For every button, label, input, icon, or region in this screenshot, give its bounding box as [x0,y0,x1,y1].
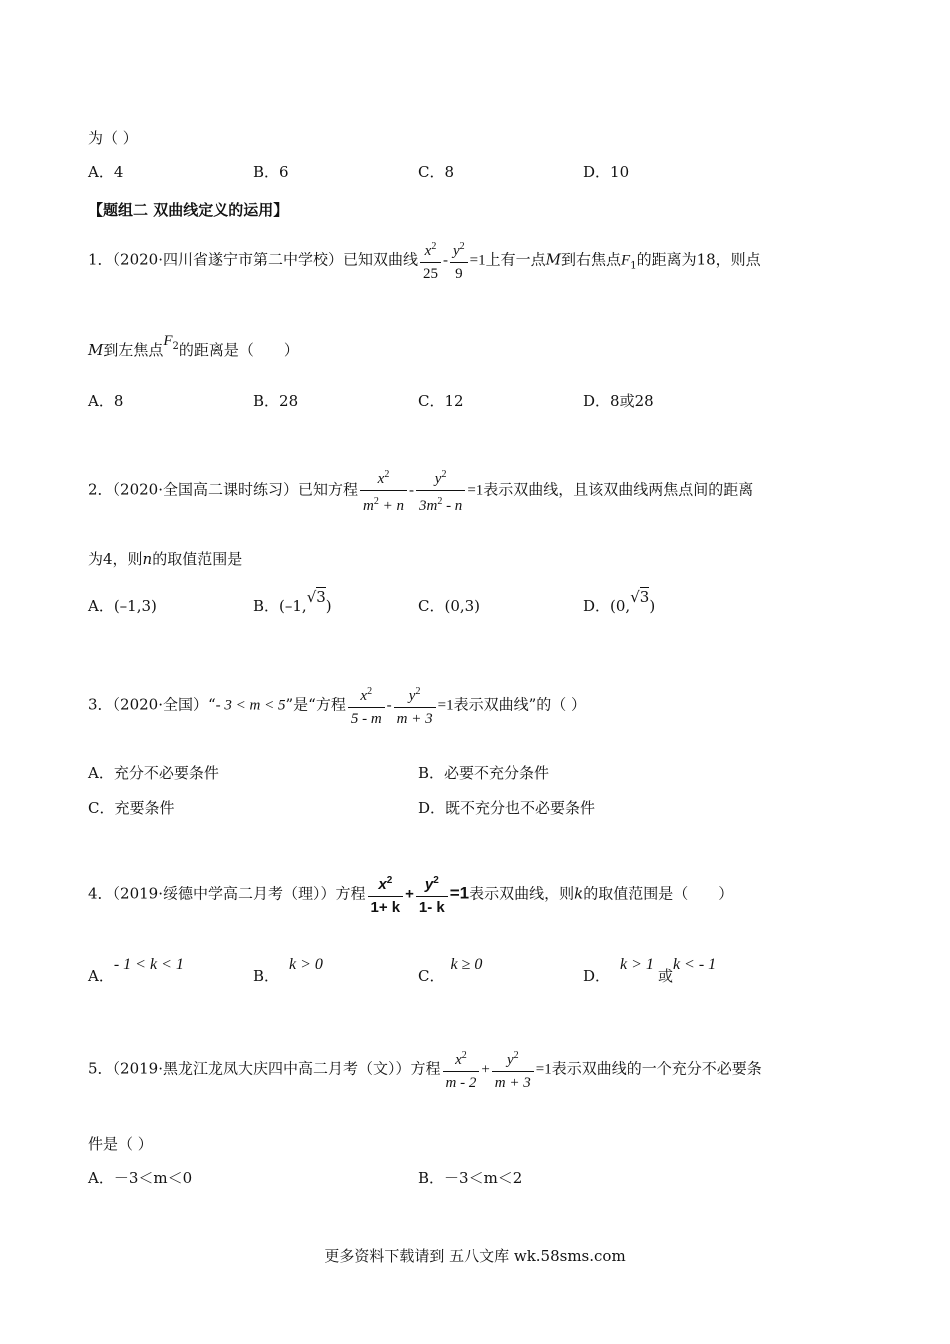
question-3 [88,681,586,730]
q5-fraction-2: $\frac{y^2}{m + 3}$ [492,1045,534,1094]
q4-optd-label: D． [583,967,611,985]
q3-condition: - 3 < m < 5 [215,697,286,714]
q1-suffix-c: 的距离为18，则点 [636,250,761,269]
q1-option-c: C．12 [418,392,464,410]
q5-x: x [455,1052,462,1068]
option-a: A．4 [88,163,124,181]
q1-f1: F [621,252,631,269]
q4-option-d [583,956,717,987]
q4-option-c [418,956,483,987]
q3-fraction-2: $\frac{y^2}{m + 3}$ [394,681,436,730]
q1-prefix: 1．（2020·四川省遂宁市第二中学校）已知双曲线 [88,250,418,269]
q4-rhs: =1 [449,883,470,903]
q2-optd-post: ) [649,597,656,615]
q2-line2-a: 为4，则 [88,550,143,568]
q4-plus: + [405,885,414,903]
q2-option-b [253,588,332,616]
q4-opta-math: - 1 < k < 1 [113,956,184,973]
q4-optd-math2: k < - 1 [672,956,717,973]
q2-suffix: 表示双曲线，且该双曲线两焦点间的距离 [483,480,754,499]
q2-line2-b: 的取值范围是 [152,550,243,568]
option-d: D．10 [583,163,630,181]
q4-optb-math: k > 0 [289,956,323,973]
q2-option-d [583,588,656,616]
q5-plus: + [481,1061,490,1078]
q3-rhs: =1 [437,697,454,714]
q4-option-b [253,956,323,987]
q1-f2: F [163,333,173,349]
option-c: C．8 [418,163,455,181]
q4-option-a [88,956,184,987]
q3-prefix: 3．（2020·全国）“ [88,695,216,714]
q5-fraction-1: $\frac{x^2}{m - 2}$ [443,1045,480,1094]
q1-option-a: A．8 [88,392,124,410]
q2-fraction-1: $\frac{x^2}{m^2 + n}$ [360,464,407,517]
q2-fraction-2: $\frac{y^2}{3m^2 - n}$ [416,464,465,517]
q1-minus: - [443,252,448,269]
q4-suffix-b: 的取值范围是（ ） [583,884,734,903]
q5-prefix: 5．（2019·黑龙江龙凤大庆四中高二月考（文））方程 [88,1059,441,1078]
q2-x: x [377,471,385,487]
q1-fraction-x: $\frac{x^2}{25}$ [420,236,441,285]
q4-optc-label: C． [418,967,445,985]
q1-suffix-a: 上有一点 [485,250,546,269]
question-2-line2 [88,549,242,569]
q3-option-d: D．既不充分也不必要条件 [418,799,596,817]
q3-x: x [360,688,368,704]
q1-den-9: 9 [455,266,463,282]
q1-option-d: D．8或28 [583,392,654,410]
q2-optb-pre: B．(–1, [253,597,307,615]
q4-prefix: 4．（2019·绥德中学高二月考（理））方程 [88,884,366,903]
q4-y: y [424,876,434,893]
q3-y: y [408,688,416,704]
q2-optb-root: 3 [316,588,326,606]
q2-optb-post: ) [325,597,332,615]
q5-den2: m + 3 [494,1075,531,1091]
q4-den1: 1+ k [370,899,401,916]
q3-minus: - [386,697,392,714]
q3-den1: 5 - m [350,711,382,727]
q1-x: x [424,243,432,259]
question-5-line2: 件是（ ） [88,1135,153,1153]
q1-f1-sub: 1 [630,260,637,272]
q3-option-a: A．充分不必要条件 [88,764,219,782]
q3-suffix: 表示双曲线”的（ ） [453,695,587,714]
q2-var-n: n [142,550,153,568]
q3-option-c: C．充要条件 [88,799,175,817]
q5-option-a: A．－3＜m＜0 [88,1169,193,1187]
q3-fraction-1: $\frac{x^2}{5 - m}$ [348,681,385,730]
question-5 [88,1045,762,1094]
q3-den2: m + 3 [396,711,433,727]
question-4 [88,870,733,919]
q2-optd-root: 3 [639,588,650,606]
q5-den1: m - 2 [445,1075,477,1091]
q2-den2-tail: - n [442,498,463,514]
q4-optc-math: k ≥ 0 [450,956,483,973]
q5-y: y [506,1052,514,1068]
q1-rhs: =1 [469,252,486,269]
question-1-line2 [88,333,299,367]
q2-option-a: A．(–1,3) [88,597,157,615]
section-title: 【题组二 双曲线定义的运用】 [88,201,289,219]
q4-optd-math1: k > 1 [620,956,654,973]
question-1 [88,236,761,285]
q4-optb-label: B． [253,967,280,985]
q2-den1-m: m [363,498,374,514]
q1-line2-m: M [88,341,104,359]
q4-suffix-a: 表示双曲线，则 [469,884,575,903]
q1-suffix-b: 到右焦点 [561,250,622,269]
q5-rhs: =1 [535,1061,552,1078]
sqrt-icon: √ [630,588,640,606]
question-stem-tail: 为（ ） [88,129,138,147]
q3-option-b: B．必要不充分条件 [418,764,550,782]
q4-var-k: k [574,884,584,903]
q4-optd-or: 或 [657,967,673,985]
q1-den-25: 25 [423,266,438,282]
q2-y: y [434,471,442,487]
q4-fraction-1: $\frac{x^2}{1+ k}$ [368,870,404,919]
q3-mid: ”是“方程 [285,695,346,714]
question-2 [88,464,753,517]
q4-opta-label: A． [88,967,114,985]
option-b: B．6 [253,163,289,181]
sqrt-icon: √ [306,588,317,606]
q1-y: y [453,243,460,259]
q1-var-m: M [545,250,562,269]
q2-prefix: 2．（2020·全国高二课时练习）已知方程 [88,480,358,499]
q2-optd-pre: D．(0, [583,597,631,615]
q1-f2-sub: 2 [172,341,179,352]
q1-line2-a: 到左焦点 [103,341,164,359]
q1-option-b: B．28 [253,392,299,410]
q4-fraction-2: $\frac{y^2}{1- k}$ [416,870,448,919]
footer-text: 更多资料下载请到 五八文库 wk.58sms.com [324,1247,626,1265]
q1-fraction-y: $\frac{y^2}{9}$ [450,236,468,285]
q1-line2-b: 的距离是（ ） [178,341,299,359]
q2-den1-tail: + n [378,498,404,514]
q2-den2-3m: 3m [418,498,438,514]
q2-rhs: =1 [467,482,484,499]
q4-x: x [378,876,387,893]
q2-option-c: C．(0,3) [418,597,481,615]
q5-suffix: 表示双曲线的一个充分不必要条 [551,1059,762,1078]
q2-minus: - [408,482,414,499]
q4-den2: 1- k [418,899,445,916]
q5-option-b: B．－3＜m＜2 [418,1169,523,1187]
